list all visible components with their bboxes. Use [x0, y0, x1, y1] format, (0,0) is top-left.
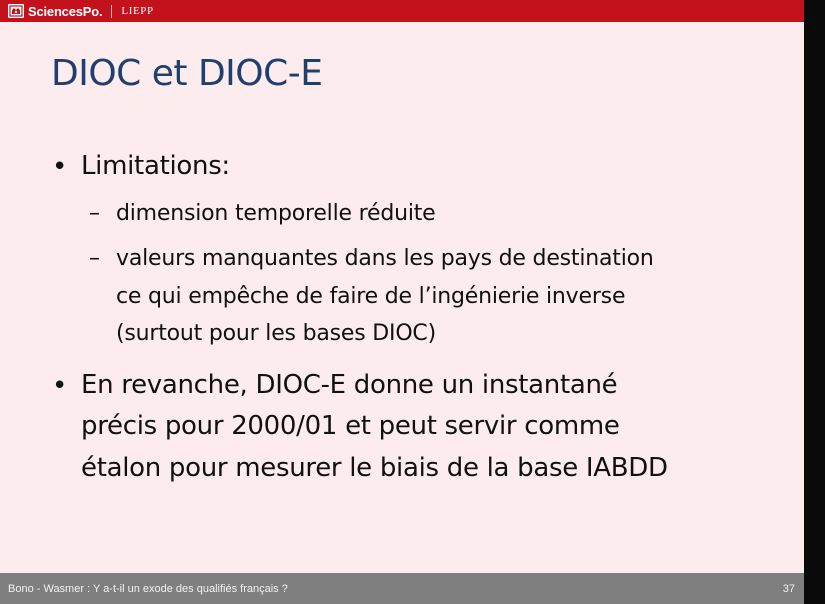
slide-title: DIOC et DIOC-E: [51, 53, 323, 94]
sub-bullet-line: (surtout pour les bases DIOC): [116, 321, 436, 346]
sub-bullet-line: valeurs manquantes dans les pays de destination: [116, 246, 654, 271]
bullet-item: Limitations:: [81, 151, 230, 181]
header-bar: [0, 0, 804, 22]
bullet-marker: •: [52, 371, 68, 401]
page-number: 37: [782, 583, 795, 595]
footer-text: Bono - Wasmer : Y a-t-il un exode des qualifiés français ?: [8, 583, 288, 595]
bullet-marker: •: [52, 152, 68, 182]
brand-name: SciencesPo.: [28, 3, 103, 19]
sub-bullet-line: ce qui empêche de faire de l’ingénierie inverse: [116, 284, 626, 309]
header-divider: [111, 5, 112, 18]
sub-bullet-line: dimension temporelle réduite: [116, 201, 436, 226]
bullet-line: précis pour 2000/01 et peut servir comme: [81, 411, 620, 441]
bullet-line: En revanche, DIOC-E donne un instantané: [81, 370, 618, 400]
footer-bar: [0, 573, 804, 604]
sciencespo-crest-icon: [8, 4, 24, 18]
logo: [0, 0, 102, 22]
dash-marker: –: [89, 246, 100, 271]
sub-brand-name: LIEPP: [121, 5, 154, 17]
bullet-line: étalon pour mesurer le biais de la base IABDD: [81, 453, 668, 483]
dash-marker: –: [89, 201, 100, 226]
